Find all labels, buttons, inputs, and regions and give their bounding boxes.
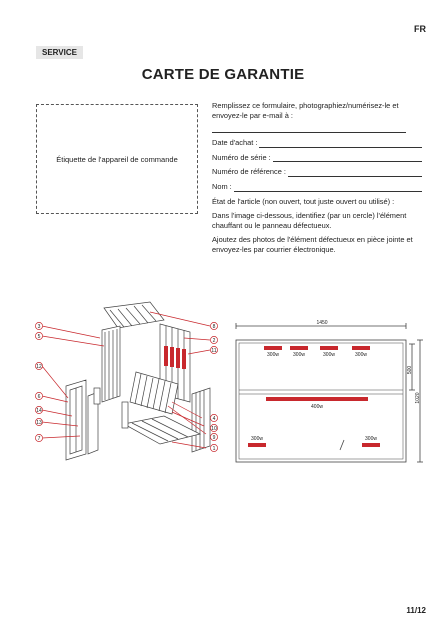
sauna-floor-plan[interactable] xyxy=(230,318,426,468)
heater-top[interactable] xyxy=(264,346,282,350)
page-title: CARTE DE GARANTIE xyxy=(141,66,305,83)
callout-label: 5 xyxy=(37,333,41,340)
field-purchase-date[interactable] xyxy=(212,138,422,148)
controller-label-area xyxy=(36,104,198,214)
heater-bottom[interactable] xyxy=(362,443,380,447)
heater-top[interactable] xyxy=(290,346,308,350)
warranty-form xyxy=(212,101,422,255)
callout-label: 2 xyxy=(212,337,216,344)
field-line[interactable] xyxy=(234,184,422,192)
callout-label: 13 xyxy=(36,419,42,426)
heater-top-label: 300w xyxy=(355,352,367,358)
heater-top[interactable] xyxy=(320,346,338,350)
callout-label: 10 xyxy=(211,425,217,432)
heater-mid[interactable] xyxy=(266,397,368,401)
field-line[interactable] xyxy=(288,169,422,177)
callout-label: 12 xyxy=(36,363,42,370)
exploded-sauna-diagram[interactable] xyxy=(32,298,224,462)
instruction-photos: Ajoutez des photos de l'élément défectueux en pièce jointe et envoyez-les par courrier électronique. xyxy=(212,235,413,254)
section-label: SERVICE xyxy=(36,46,83,59)
page-number: 11/12 xyxy=(406,606,426,615)
callout-label: 6 xyxy=(37,393,41,400)
roof-panel[interactable] xyxy=(104,302,164,328)
label-box-text: Étiquette de l'appareil de commande xyxy=(56,154,178,164)
field-label: Numéro de référence : xyxy=(212,167,286,177)
heater-panel[interactable] xyxy=(164,346,168,366)
heater-top[interactable] xyxy=(352,346,370,350)
callout-label: 3 xyxy=(37,323,41,330)
callout-label: 8 xyxy=(212,323,216,330)
heater-top-label: 300w xyxy=(323,352,335,358)
field-line[interactable] xyxy=(273,154,422,162)
plan-width-label: 1450 xyxy=(316,320,328,326)
heater-bottom-label: 300w xyxy=(365,436,377,442)
language-code: FR xyxy=(414,24,426,34)
plan-depth-label: 1020 xyxy=(415,392,421,404)
instruction-circle: Dans l'image ci-dessous, identifiez (par un cercle) l'élément chauffant ou le panneau défectueux. xyxy=(212,211,407,230)
field-serial-number[interactable] xyxy=(212,153,422,163)
heater-mid-label: 400w xyxy=(311,404,323,410)
small-panel[interactable] xyxy=(94,388,100,404)
side-wall-right[interactable] xyxy=(192,388,210,452)
floor-panel[interactable] xyxy=(124,416,200,444)
heater-panel[interactable] xyxy=(176,348,180,368)
heater-bottom-label: 300w xyxy=(251,436,263,442)
control-panel[interactable] xyxy=(122,402,128,428)
field-label: Numéro de série : xyxy=(212,152,271,162)
heater-top-label: 300w xyxy=(267,352,279,358)
callout-label: 9 xyxy=(212,434,216,441)
email-line[interactable] xyxy=(212,120,406,133)
field-reference-number[interactable] xyxy=(212,167,422,177)
callout-label: 11 xyxy=(211,347,217,354)
heater-bottom[interactable] xyxy=(248,443,266,447)
field-label: Nom : xyxy=(212,181,232,191)
callout-label: 1 xyxy=(212,445,216,452)
field-name[interactable] xyxy=(212,182,422,192)
item-state: État de l'article (non ouvert, tout juste ouvert ou utilisé) : xyxy=(212,196,395,206)
heater-panel[interactable] xyxy=(170,347,174,367)
callout-label: 4 xyxy=(212,415,216,422)
heater-top-label: 300w xyxy=(293,352,305,358)
heater-panel[interactable] xyxy=(182,349,186,369)
field-label: Date d'achat : xyxy=(212,138,258,148)
form-intro: Remplissez ce formulaire, photographiez/numérisez-le et envoyez-le par e-mail à : xyxy=(212,101,399,120)
callout-label: 14 xyxy=(36,407,42,414)
plan-inner-label: 500 xyxy=(407,365,413,375)
field-line[interactable] xyxy=(259,140,422,148)
callout-label: 7 xyxy=(37,435,41,442)
